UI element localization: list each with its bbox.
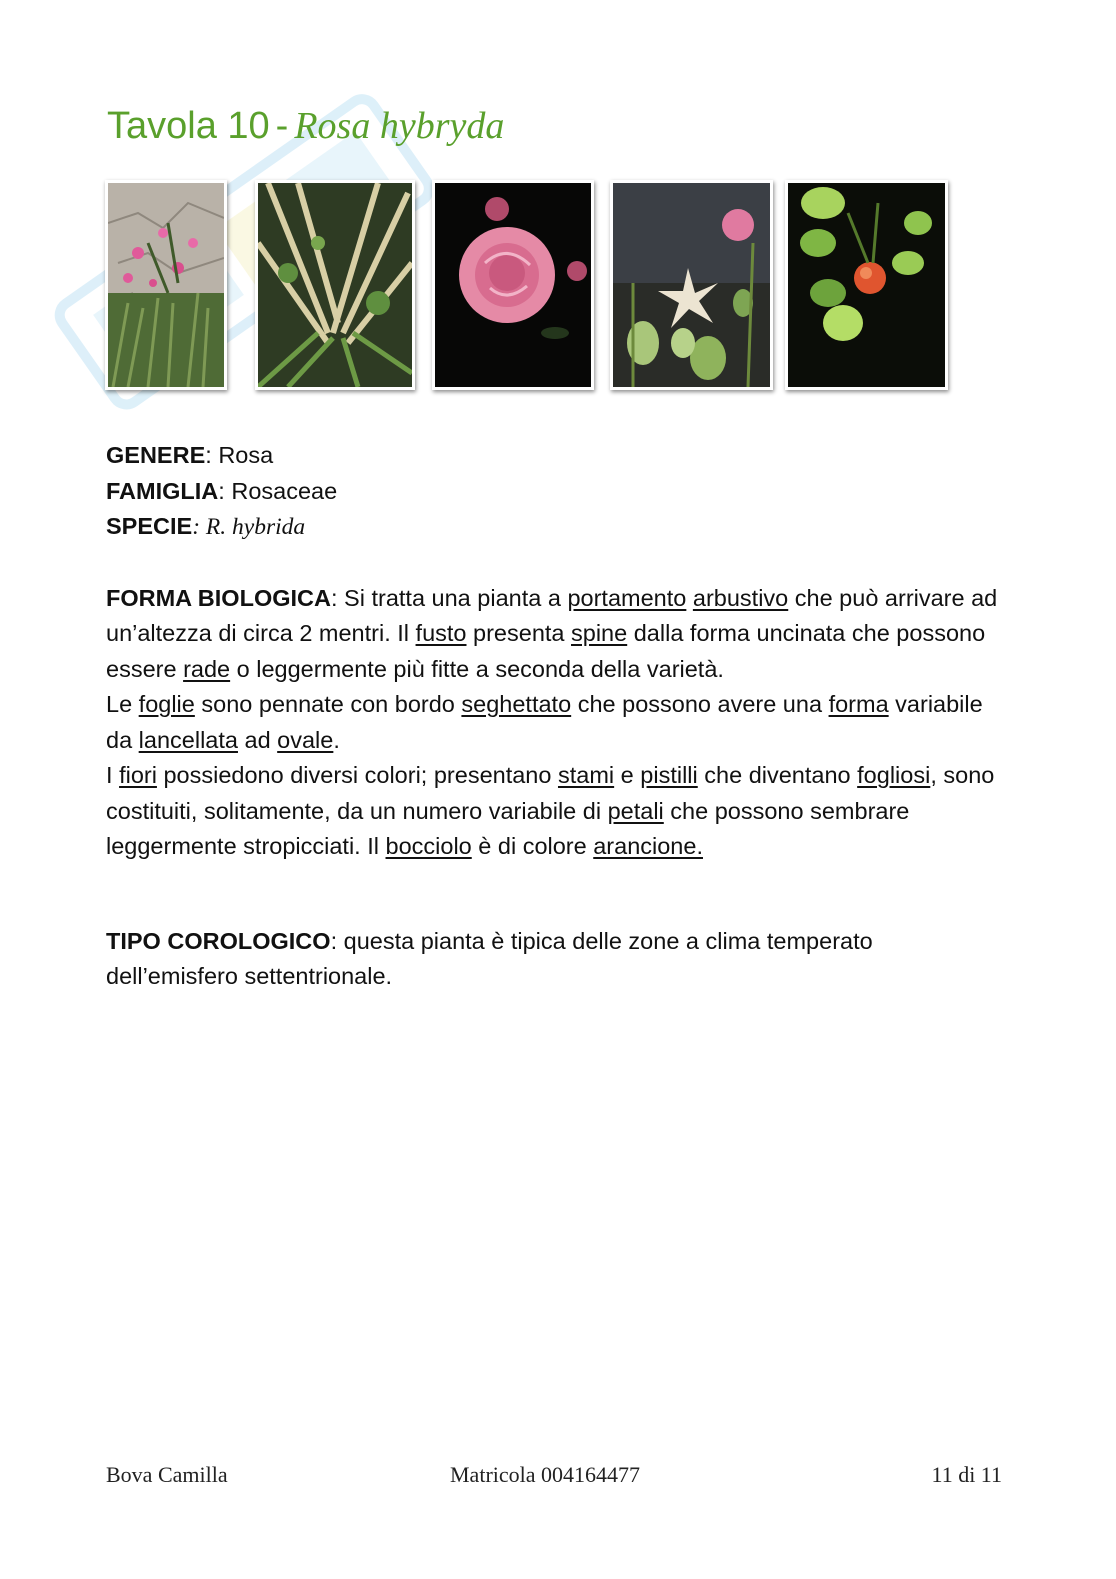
term-seghettato: seghettato [461,691,572,717]
fiori-text: che possono sembrare leggermente stropicciati. Il [106,797,910,859]
foglie-paragraph [106,687,1006,758]
genere-label: GENERE [106,442,206,468]
forma-text: dalla forma uncinata che possono essere [106,620,986,682]
photo-rose-leaves-star [610,180,773,390]
term-fusto: fusto [415,620,467,646]
genere-line: GENERE: Rosa [106,442,274,468]
forma-text: presenta [466,620,572,646]
foglie-text: che possono avere una [571,691,829,717]
forma-biologica-paragraph [106,581,1006,688]
photo-rose-stems-grass [255,180,415,390]
foglie-text: variabile da [106,691,983,753]
fiori-text: I [106,762,120,788]
famiglia-label: FAMIGLIA [106,477,219,504]
specie-label: SPECIE [106,513,193,539]
term-spine: spine [571,620,628,646]
forma-label: FORMA BIOLOGICA [106,584,331,611]
genere-value: Rosa [218,442,274,468]
fiori-text: che diventano [697,762,858,788]
forma-text: o leggermente più fitte a seconda della varietà. [230,655,724,682]
fiori-text: è di colore [471,833,594,859]
term-forma: forma [828,691,889,717]
term-bocciolo: bocciolo [385,833,472,859]
footer-page-number: 11 di 11 [931,1462,1002,1487]
term-arancione: arancione. [593,833,703,859]
foglie-text: . [333,726,340,753]
term-portamento: portamento [567,584,687,611]
foglie-text: Le [106,691,139,717]
term-stami: stami [557,762,615,788]
corologico-label: TIPO COROLOGICO [106,927,331,954]
page-title [107,104,504,148]
forma-text: che può arrivare ad un’altezza di circa 2 mentri. Il [106,584,998,646]
famiglia-line: FAMIGLIA: Rosaceae [106,477,338,504]
photo-rose-hip-orange [785,180,948,390]
term-rade: rade [183,655,231,682]
famiglia-value: Rosaceae [231,477,338,504]
fiori-text: e [614,762,641,788]
fiori-text: , sono costituiti, solitamente, da un numero variabile di [106,762,995,824]
photo-strip [105,180,965,396]
term-fiori: fiori [119,762,157,788]
foglie-text: sono pennate con bordo [194,691,462,717]
term-petali: petali [607,797,664,824]
fiori-text: possiedono diversi colori; presentano [156,762,558,788]
title-prefix: Tavola 10 [107,105,270,147]
term-ovale: ovale [277,726,334,753]
forma-text: : Si tratta una pianta a [330,584,568,611]
term-arbustivo: arbustivo [692,584,789,611]
title-separator: - [275,105,289,147]
foglie-text: ad [237,726,278,753]
photo-rose-bush-wall [105,180,227,390]
photo-pink-rose-night [432,180,594,390]
term-foglie: foglie [138,691,195,717]
term-lancellata: lancellata [138,726,238,753]
footer-matricola: Matricola 004164477 [450,1462,641,1487]
title-scientific-name: Rosa hybryda [294,105,505,147]
specie-line: SPECIE: R. hybrida [106,513,306,540]
tipo-corologico-paragraph [106,924,1006,995]
fiori-paragraph [106,758,1006,865]
footer-author: Bova Camilla [106,1462,228,1487]
document-body [106,438,1006,995]
specie-value: R. hybrida [205,514,306,540]
term-fogliosi: fogliosi [857,762,931,788]
corologico-text: : questa pianta è tipica delle zone a clima temperato dell’emisfero settentrionale. [106,927,873,989]
term-pistilli: pistilli [640,762,698,788]
